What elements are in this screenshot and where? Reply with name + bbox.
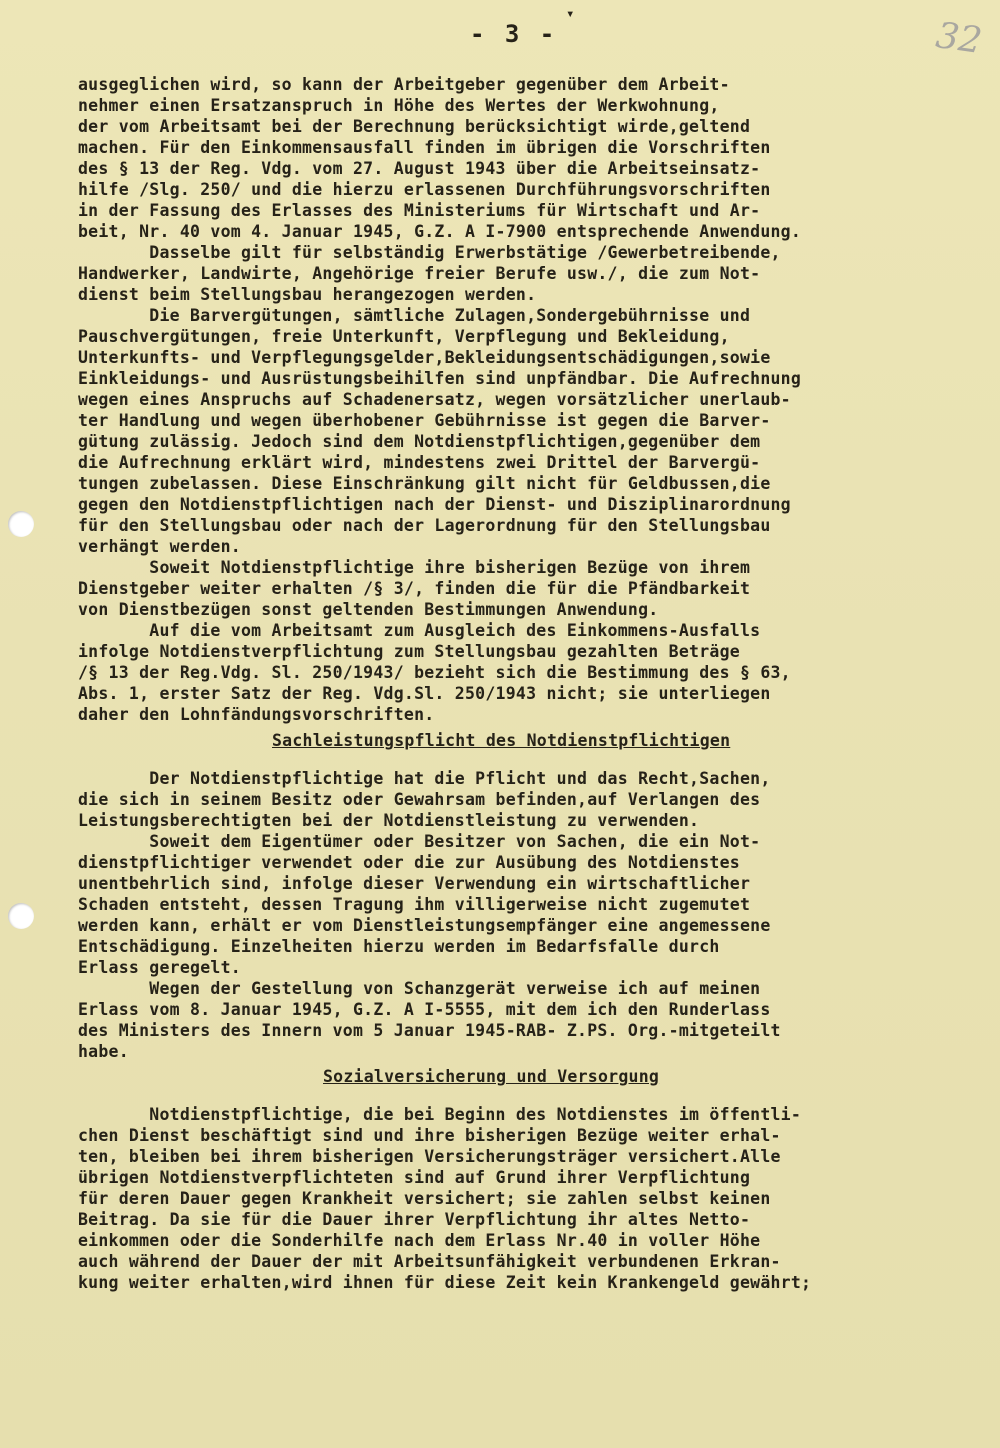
- text-line: Wegen der Gestellung von Schanzgerät verweise ich auf meinen: [78, 979, 761, 998]
- text-line: ausgeglichen wird, so kann der Arbeitgeber gegenüber dem Arbeit-: [78, 75, 730, 94]
- text-line: Handwerker, Landwirte, Angehörige freier Berufe usw./, die zum Not-: [78, 264, 761, 283]
- text-line: Die Barvergütungen, sämtliche Zulagen,Sondergebührnisse und: [78, 306, 751, 325]
- paragraph-block-compensation: [78, 74, 978, 725]
- text-line: /§ 13 der Reg.Vdg. Sl. 250/1943/ bezieht sich die Bestimmung des § 63,: [78, 663, 791, 682]
- text-line: Beitrag. Da sie für die Dauer ihrer Verpflichtung ihr altes Netto-: [78, 1210, 751, 1229]
- text-line: für deren Dauer gegen Krankheit versichert; sie zahlen selbst keinen: [78, 1189, 771, 1208]
- text-line: daher den Lohnfändungsvorschriften.: [78, 705, 435, 724]
- text-line: Einkleidungs- und Ausrüstungsbeihilfen sind unpfändbar. Die Aufrechnung: [78, 369, 802, 388]
- text-line: werden kann, erhält er vom Dienstleistungsempfänger eine angemessene: [78, 916, 771, 935]
- text-line: gütung zulässig. Jedoch sind dem Notdienstpflichtigen,gegenüber dem: [78, 432, 761, 451]
- text-line: chen Dienst beschäftigt sind und ihre bisherigen Bezüge weiter erhal-: [78, 1126, 781, 1145]
- paragraph-block-material-duty: [78, 768, 978, 1062]
- section-heading-text: Sozialversicherung und Versorgung: [323, 1067, 660, 1086]
- text-line: Abs. 1, erster Satz der Reg. Vdg.Sl. 250/1943 nicht; sie unterliegen: [78, 684, 771, 703]
- archive-number: 32: [933, 15, 985, 62]
- text-line: Der Notdienstpflichtige hat die Pflicht und das Recht,Sachen,: [78, 769, 771, 788]
- text-line: der vom Arbeitsamt bei der Berechnung berücksichtigt wirde,geltend: [78, 117, 751, 136]
- text-line: kung weiter erhalten,wird ihnen für diese Zeit kein Krankengeld gewährt;: [78, 1273, 812, 1292]
- text-line: unentbehrlich sind, infolge dieser Verwendung ein wirtschaftlicher: [78, 874, 751, 893]
- section-heading: [323, 1066, 923, 1087]
- punch-hole: [8, 903, 34, 929]
- text-line: Entschädigung. Einzelheiten hierzu werden im Bedarfsfalle durch: [78, 937, 720, 956]
- text-line: hilfe /Slg. 250/ und die hierzu erlassenen Durchführungsvorschriften: [78, 180, 771, 199]
- text-line: Soweit Notdienstpflichtige ihre bisherigen Bezüge von ihrem: [78, 558, 751, 577]
- text-line: tungen zubelassen. Diese Einschränkung gilt nicht für Geldbussen,die: [78, 474, 771, 493]
- tick-mark: ▾: [566, 6, 575, 22]
- text-line: Pauschvergütungen, freie Unterkunft, Verpflegung und Bekleidung,: [78, 327, 730, 346]
- text-line: dienst beim Stellungsbau herangezogen werden.: [78, 285, 537, 304]
- section-heading: [272, 730, 872, 751]
- text-line: Soweit dem Eigentümer oder Besitzer von Sachen, die ein Not-: [78, 832, 761, 851]
- text-line: übrigen Notdienstverpflichteten sind auf Grund ihrer Verpflichtung: [78, 1168, 751, 1187]
- text-line: in der Fassung des Erlasses des Ministeriums für Wirtschaft und Ar-: [78, 201, 761, 220]
- section-heading-text: Sachleistungspflicht des Notdienstpflichtigen: [272, 731, 731, 750]
- text-line: auch während der Dauer der mit Arbeitsunfähigkeit verbundenen Erkran-: [78, 1252, 781, 1271]
- text-line: für den Stellungsbau oder nach der Lagerordnung für den Stellungsbau: [78, 516, 771, 535]
- text-line: nehmer einen Ersatzanspruch in Höhe des Wertes der Werkwohnung,: [78, 96, 720, 115]
- text-line: Dienstgeber weiter erhalten /§ 3/, finden die für die Pfändbarkeit: [78, 579, 751, 598]
- text-line: Dasselbe gilt für selbständig Erwerbstätige /Gewerbetreibende,: [78, 243, 781, 262]
- text-line: des § 13 der Reg. Vdg. vom 27. August 1943 über die Arbeitseinsatz-: [78, 159, 761, 178]
- text-line: die sich in seinem Besitz oder Gewahrsam befinden,auf Verlangen des: [78, 790, 761, 809]
- text-line: dienstpflichtiger verwendet oder die zur Ausübung des Notdienstes: [78, 853, 740, 872]
- text-line: Auf die vom Arbeitsamt zum Ausgleich des Einkommens-Ausfalls: [78, 621, 761, 640]
- text-line: verhängt werden.: [78, 537, 241, 556]
- text-line: ter Handlung und wegen überhobener Gebührnisse ist gegen die Barver-: [78, 411, 771, 430]
- punch-hole: [8, 511, 34, 537]
- text-line: beit, Nr. 40 vom 4. Januar 1945, G.Z. A I-7900 entsprechende Anwendung.: [78, 222, 802, 241]
- text-line: Erlass vom 8. Januar 1945, G.Z. A I-5555, mit dem ich den Runderlass: [78, 1000, 771, 1019]
- text-line: Erlass geregelt.: [78, 958, 241, 977]
- text-line: machen. Für den Einkommensausfall finden im übrigen die Vorschriften: [78, 138, 771, 157]
- text-line: einkommen oder die Sonderhilfe nach dem Erlass Nr.40 in voller Höhe: [78, 1231, 761, 1250]
- text-line: infolge Notdienstverpflichtung zum Stellungsbau gezahlten Beträge: [78, 642, 740, 661]
- text-line: gegen den Notdienstpflichtigen nach der Dienst- und Disziplinarordnung: [78, 495, 791, 514]
- text-line: habe.: [78, 1042, 129, 1061]
- page-number: - 3 -: [470, 20, 558, 48]
- text-line: wegen eines Anspruchs auf Schadenersatz, wegen vorsätzlicher unerlaub-: [78, 390, 791, 409]
- text-line: die Aufrechnung erklärt wird, mindestens zwei Drittel der Barvergü-: [78, 453, 761, 472]
- text-line: ten, bleiben bei ihrem bisherigen Versicherungsträger versichert.Alle: [78, 1147, 781, 1166]
- text-line: Notdienstpflichtige, die bei Beginn des Notdienstes im öffentli-: [78, 1105, 802, 1124]
- text-line: des Ministers des Innern vom 5 Januar 1945-RAB- Z.PS. Org.-mitgeteilt: [78, 1021, 781, 1040]
- text-line: Schaden entsteht, dessen Tragung ihm villigerweise nicht zugemutet: [78, 895, 751, 914]
- text-line: Leistungsberechtigten bei der Notdienstleistung zu verwenden.: [78, 811, 700, 830]
- text-line: von Dienstbezügen sonst geltenden Bestimmungen Anwendung.: [78, 600, 659, 619]
- paragraph-block-social-insurance: [78, 1104, 978, 1293]
- text-line: Unterkunfts- und Verpflegungsgelder,Bekleidungsentschädigungen,sowie: [78, 348, 771, 367]
